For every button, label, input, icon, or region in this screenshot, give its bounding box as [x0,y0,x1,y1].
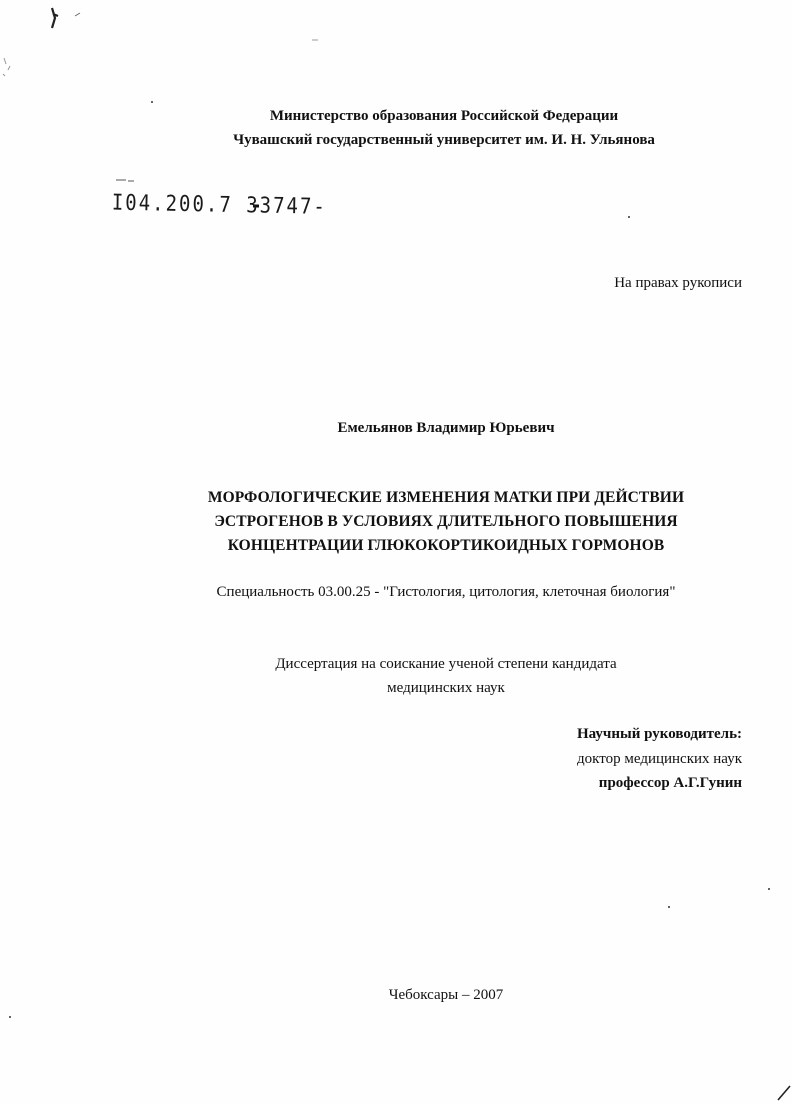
dissertation-title [0,486,792,558]
title-line: ЭСТРОГЕНОВ В УСЛОВИЯХ ДЛИТЕЛЬНОГО ПОВЫШЕНИЯ [214,513,678,530]
supervisor-label: Научный руководитель: [577,726,742,742]
pen-mark-small [75,13,80,16]
pen-mark [52,8,58,28]
speck [668,906,670,908]
speck [9,1016,11,1018]
supervisor-name: профессор А.Г.Гунин [598,775,742,791]
university-heading: Чувашский государственный университет им. И. Н. Ульянова [233,132,655,148]
city-year: Чебоксары – 2007 [388,987,504,1003]
author-name: Емельянов Владимир Юрьевич [337,420,555,436]
title-line: МОРФОЛОГИЧЕСКИЕ ИЗМЕНЕНИЯ МАТКИ ПРИ ДЕЙСТВИИ [207,489,685,506]
dissertation-degree-field: медицинских наук [387,680,505,696]
supervisor-degree: доктор медицинских наук [577,751,742,767]
speck [628,216,630,218]
speck [768,888,770,890]
stamp-tick [116,180,134,181]
speck [151,101,153,103]
title-line: КОНЦЕНТРАЦИИ ГЛЮКОКОРТИКОИДНЫХ ГОРМОНОВ [227,537,665,554]
library-stamp-number: I04.200.7 33747- [111,190,327,220]
dissertation-degree-line: Диссертация на соискание ученой степени кандидата [275,656,617,672]
manuscript-rights: На правах рукописи [614,275,742,291]
corner-mark [778,1086,790,1100]
specialty: Специальность 03.00.25 - "Гистология, цитология, клеточная биология" [216,584,676,600]
edge-marks [3,58,10,76]
ministry-heading: Министерство образования Российской Федерации [269,108,619,124]
